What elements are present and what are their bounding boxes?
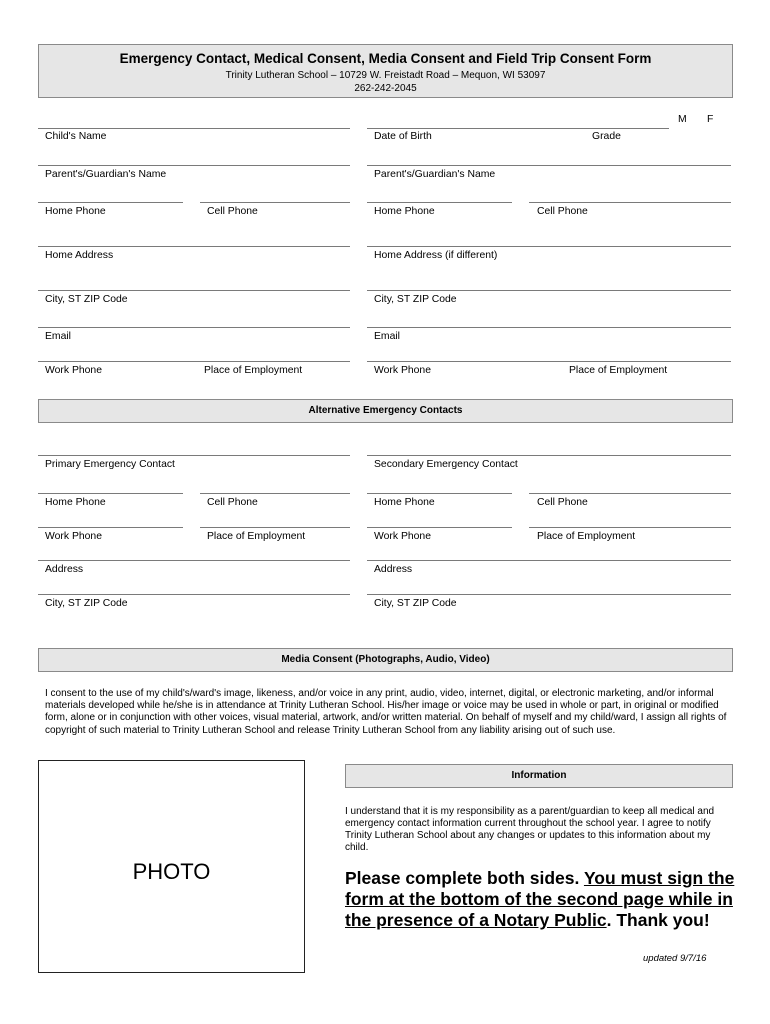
place-of-employment-label: Place of Employment bbox=[204, 365, 303, 376]
information-text: I understand that it is my responsibility as a parent/guardian to keep all medical and emergency contact information current throughout the school year. I agree to notify Trinity Lutheran School about any changes or updates to this information about my child. bbox=[345, 806, 715, 853]
cell-phone-field[interactable] bbox=[200, 202, 350, 203]
alt-employment-label: Place of Employment bbox=[207, 531, 306, 542]
work-phone-label: Work Phone bbox=[45, 365, 102, 376]
alt-employment-field[interactable] bbox=[200, 527, 350, 528]
primary-contact-field[interactable] bbox=[38, 455, 350, 456]
alt-cell-phone-field-2[interactable] bbox=[529, 493, 731, 494]
information-section-title: Information bbox=[345, 764, 733, 788]
home-address-label: Home Address bbox=[45, 250, 114, 261]
alt-work-phone-label: Work Phone bbox=[45, 531, 102, 542]
cell-phone-label: Cell Phone bbox=[207, 206, 258, 217]
childs-name-field[interactable] bbox=[38, 128, 350, 129]
alt-home-phone-label-2: Home Phone bbox=[374, 497, 435, 508]
home-phone-field-2[interactable] bbox=[367, 202, 512, 203]
school-phone: 262-242-2045 bbox=[354, 83, 417, 94]
date-of-birth-field[interactable] bbox=[367, 128, 669, 129]
alt-home-phone-label: Home Phone bbox=[45, 497, 106, 508]
work-phone-label-2: Work Phone bbox=[374, 365, 431, 376]
email-label-2: Email bbox=[374, 331, 400, 342]
alt-address-field[interactable] bbox=[38, 560, 350, 561]
school-address: Trinity Lutheran School – 10729 W. Freistadt Road – Mequon, WI 53097 bbox=[225, 70, 546, 81]
alt-work-phone-label-2: Work Phone bbox=[374, 531, 431, 542]
guardian-name-label: Parent's/Guardian's Name bbox=[45, 169, 167, 180]
alt-city-label-2: City, ST ZIP Code bbox=[374, 598, 457, 609]
notary-instructions-plain: Please complete both sides. bbox=[345, 868, 584, 888]
work-field-2[interactable] bbox=[367, 361, 731, 362]
grade-label: Grade bbox=[592, 131, 621, 142]
photo-label: PHOTO bbox=[132, 859, 211, 884]
alt-home-phone-field-2[interactable] bbox=[367, 493, 512, 494]
secondary-contact-label: Secondary Emergency Contact bbox=[374, 459, 518, 470]
email-label: Email bbox=[45, 331, 71, 342]
alt-cell-phone-label-2: Cell Phone bbox=[537, 497, 588, 508]
home-phone-field[interactable] bbox=[38, 202, 183, 203]
secondary-contact-field[interactable] bbox=[367, 455, 731, 456]
notary-instructions-underlined: You must sign the form at the bottom of the second page while in the presence of a Notary Public bbox=[345, 868, 735, 930]
guardian-name-field[interactable] bbox=[38, 165, 350, 166]
work-field[interactable] bbox=[38, 361, 350, 362]
alt-address-label: Address bbox=[45, 564, 84, 575]
photo-box[interactable] bbox=[38, 760, 305, 973]
alt-work-phone-field[interactable] bbox=[38, 527, 183, 528]
city-st-zip-field[interactable] bbox=[38, 290, 350, 291]
alt-home-phone-field[interactable] bbox=[38, 493, 183, 494]
home-phone-label: Home Phone bbox=[45, 206, 106, 217]
media-consent-text: I consent to the use of my child's/ward's image, likeness, and/or voice in any print, audio, video, internet, digital, or electronic marketing, and/or informal materials developed while he/she is in attendance at Trinity Lutheran School. His/her image or voice may be used in whole or part, in original or modified form, alone or in conjunction with other voices, visual material, artwork, and/or written material. On behalf of myself and my child/ward, I assign all rights of copyright of such material to Trinity Lutheran School and release Trinity Lutheran School from any liability arising out of such use. bbox=[45, 688, 727, 736]
gender-male-label[interactable]: M bbox=[678, 114, 687, 125]
alt-city-label: City, ST ZIP Code bbox=[45, 598, 128, 609]
gender-female-label[interactable]: F bbox=[707, 114, 714, 125]
updated-date: updated 9/7/16 bbox=[643, 953, 707, 964]
city-st-zip-label-2: City, ST ZIP Code bbox=[374, 294, 457, 305]
notary-instructions-end: . Thank you! bbox=[606, 910, 710, 930]
alt-cell-phone-field[interactable] bbox=[200, 493, 350, 494]
email-field[interactable] bbox=[38, 327, 350, 328]
home-address-field[interactable] bbox=[38, 246, 350, 247]
notary-instructions bbox=[345, 868, 735, 931]
guardian-name-field-2[interactable] bbox=[367, 165, 731, 166]
guardian-name-label-2: Parent's/Guardian's Name bbox=[374, 169, 496, 180]
alt-employment-label-2: Place of Employment bbox=[537, 531, 636, 542]
cell-phone-label-2: Cell Phone bbox=[537, 206, 588, 217]
alt-address-label-2: Address bbox=[374, 564, 413, 575]
primary-contact-label: Primary Emergency Contact bbox=[45, 459, 175, 470]
form-header bbox=[38, 44, 733, 98]
home-address-alt-field[interactable] bbox=[367, 246, 731, 247]
childs-name-label: Child's Name bbox=[45, 131, 107, 142]
city-st-zip-label: City, ST ZIP Code bbox=[45, 294, 128, 305]
alt-contacts-section-title: Alternative Emergency Contacts bbox=[38, 399, 733, 423]
alt-cell-phone-label: Cell Phone bbox=[207, 497, 258, 508]
media-consent-section-title: Media Consent (Photographs, Audio, Video) bbox=[38, 648, 733, 672]
home-phone-label-2: Home Phone bbox=[374, 206, 435, 217]
place-of-employment-label-2: Place of Employment bbox=[569, 365, 668, 376]
alt-city-field-2[interactable] bbox=[367, 594, 731, 595]
alt-employment-field-2[interactable] bbox=[529, 527, 731, 528]
alt-address-field-2[interactable] bbox=[367, 560, 731, 561]
date-of-birth-label: Date of Birth bbox=[374, 131, 432, 142]
city-st-zip-field-2[interactable] bbox=[367, 290, 731, 291]
alt-city-field[interactable] bbox=[38, 594, 350, 595]
email-field-2[interactable] bbox=[367, 327, 731, 328]
form-title: Emergency Contact, Medical Consent, Media Consent and Field Trip Consent Form bbox=[119, 51, 652, 66]
home-address-alt-label: Home Address (if different) bbox=[374, 250, 498, 261]
alt-work-phone-field-2[interactable] bbox=[367, 527, 512, 528]
cell-phone-field-2[interactable] bbox=[529, 202, 731, 203]
